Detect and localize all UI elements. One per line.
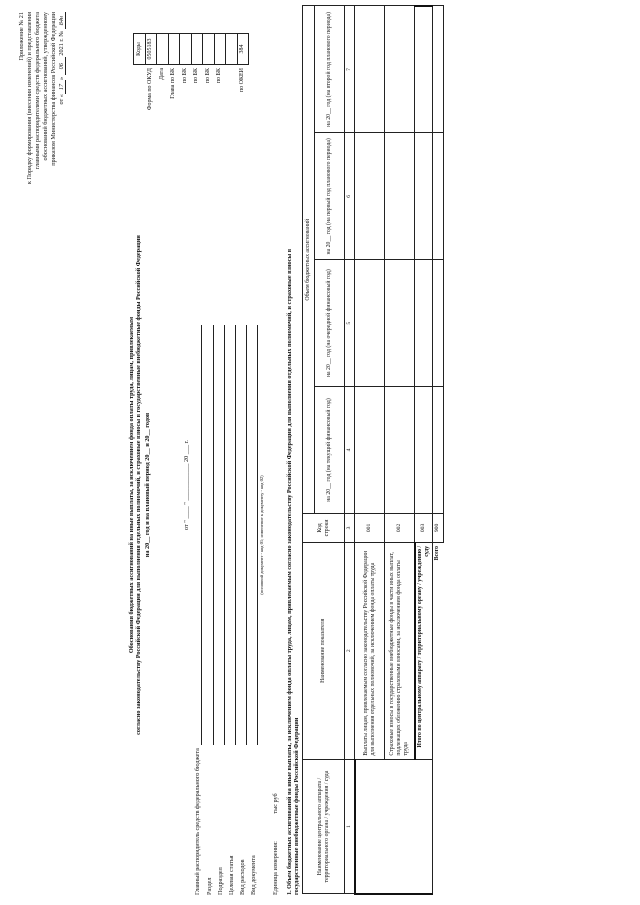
row-code: 900 — [432, 513, 443, 542]
appendix-line: главными распорядителями средств федерального бюджета — [34, 12, 42, 170]
title-line-1: Обоснования бюджетных ассигнований на иные выплаты, за исключением фонда оплаты труда, лицам, привлекаемым — [128, 316, 135, 654]
value-cell[interactable] — [432, 133, 443, 260]
title-line-3: на 20__ год и на плановый период 20__ и 20__ годов — [144, 412, 152, 558]
col-num: 4 — [345, 387, 355, 514]
value-cell[interactable] — [355, 387, 385, 514]
col-num: 5 — [345, 260, 355, 387]
codes-header: Коды — [134, 34, 146, 65]
row-code: 001 — [355, 513, 385, 542]
value-cell[interactable] — [385, 6, 415, 133]
field-doc-type-line — [257, 325, 258, 745]
code-date — [157, 34, 169, 65]
field-razdel: Раздел — [206, 877, 213, 895]
table-row — [432, 6, 443, 894]
field-doc-type: Вид документа — [250, 855, 257, 895]
col-num: 6 — [345, 133, 355, 260]
code-okud: 0505183 — [145, 34, 157, 65]
value-cell[interactable] — [355, 6, 385, 133]
header-year-1: на 20__ год (на текущий финансовый год) — [315, 387, 345, 514]
value-cell[interactable] — [355, 133, 385, 260]
field-podrazdel-line — [224, 325, 225, 745]
code-bk-2 — [191, 34, 203, 65]
section1-title: 1. Объем бюджетных ассигнований на иные выплаты, за исключением фонда оплаты труда, лицам, привлекаемым согласно законодательству Российской Федерации для выполнения отдельных полномочий, и страховые взносы в государственные внебюджетные фонды Российской Федерации — [286, 248, 301, 895]
title-line-2: согласно законодательству Российской Федерации для выполнения отдельных полномочий, и страховые взносы в государственные внебюджетные фонды Российской Федерации — [135, 235, 143, 735]
value-cell[interactable] — [385, 133, 415, 260]
row-name: Выплаты лицам, привлекаемым согласно законодательству Российской Федерации для выполнения отдельных полномочий, за исключением фонда оплаты труда — [355, 542, 385, 759]
field-expense-type: Вид расходов — [239, 859, 246, 895]
row-code: 002 — [385, 513, 415, 542]
field-grbs: Главный распорядитель средств федерального бюджета — [194, 748, 201, 895]
appendix-line: к Порядку формирования (внесения изменений) и представления — [26, 12, 34, 185]
value-cell[interactable] — [355, 260, 385, 387]
doc-type-hint: (основной документ - код 01; изменение к документу - код 02) — [259, 475, 264, 595]
appendix-order-date: от «17» 06 2021 г. № 84н — [58, 12, 66, 184]
header-year-3: на 20__ год (на первый год планового периода) — [315, 133, 345, 260]
field-grbs-line — [201, 325, 202, 745]
appendix-line: приказом Министерства финансов Российской Федерации — [50, 12, 58, 166]
value-cell[interactable] — [432, 6, 443, 133]
code-bk-4 — [214, 34, 226, 65]
header-group: Объем бюджетных ассигнований — [303, 6, 315, 513]
value-cell[interactable] — [385, 260, 415, 387]
unit-label: Единица измерения: тыс руб — [272, 793, 279, 895]
value-cell[interactable] — [432, 260, 443, 387]
header-code: Код строки — [303, 513, 345, 542]
code-bk-1 — [180, 34, 192, 65]
row-code: 003 — [415, 513, 432, 542]
code-okei: 384 — [237, 34, 249, 65]
row-name: Страховые взносы в государственные внебюджетные фонды в части иных выплат, подлежащих обложению страховыми взносами, за исключением фонда оплаты труда — [385, 542, 415, 759]
header-year-4: на 20__ год (на второй год планового периода) — [315, 6, 345, 133]
value-cell[interactable] — [415, 260, 432, 387]
col-num: 2 — [345, 542, 355, 759]
table-row — [355, 6, 385, 894]
code-bk-3 — [203, 34, 215, 65]
value-cell[interactable] — [415, 133, 432, 260]
col-num: 1 — [345, 759, 355, 894]
header-org: Наименование центрального аппарата / территориального органа / учреждения / суда — [303, 759, 345, 894]
code-glava — [168, 34, 180, 65]
value-cell[interactable] — [415, 387, 432, 514]
field-expense-type-line — [246, 325, 247, 745]
col-num: 3 — [345, 513, 355, 542]
budget-table — [302, 5, 444, 895]
value-cell[interactable] — [432, 387, 443, 514]
field-target-line — [235, 325, 236, 745]
document-title — [128, 205, 151, 765]
header-year-2: на 20__ год (на очередной финансовый год) — [315, 260, 345, 387]
appendix-line: Приложение № 21 — [18, 12, 25, 61]
header-indicator: Наименование показателя — [303, 542, 345, 759]
col-num: 7 — [345, 6, 355, 133]
row-total-label: Всего — [434, 545, 441, 561]
document-date-line: от " ____ " ____________ 20 ___ г. — [183, 440, 190, 530]
code-empty — [226, 34, 238, 65]
value-cell[interactable] — [415, 6, 432, 133]
appendix-block — [18, 12, 66, 184]
appendix-line: обоснований бюджетных ассигнований, утвержденному — [42, 12, 50, 161]
org-cell[interactable] — [355, 759, 432, 894]
row-name: Итого по центральному аппарату / территориальному органу / учреждению / суду — [415, 542, 432, 759]
field-razdel-line — [213, 325, 214, 745]
value-cell[interactable] — [385, 387, 415, 514]
field-podrazdel: Подраздел — [217, 867, 224, 895]
codes-table: Коды Форма по ОКУД 0505183 Дата Глава по БК по БК по БК по БК по БК по ОКЕИ 384 — [133, 33, 249, 138]
field-target: Целевая статья — [228, 855, 235, 895]
